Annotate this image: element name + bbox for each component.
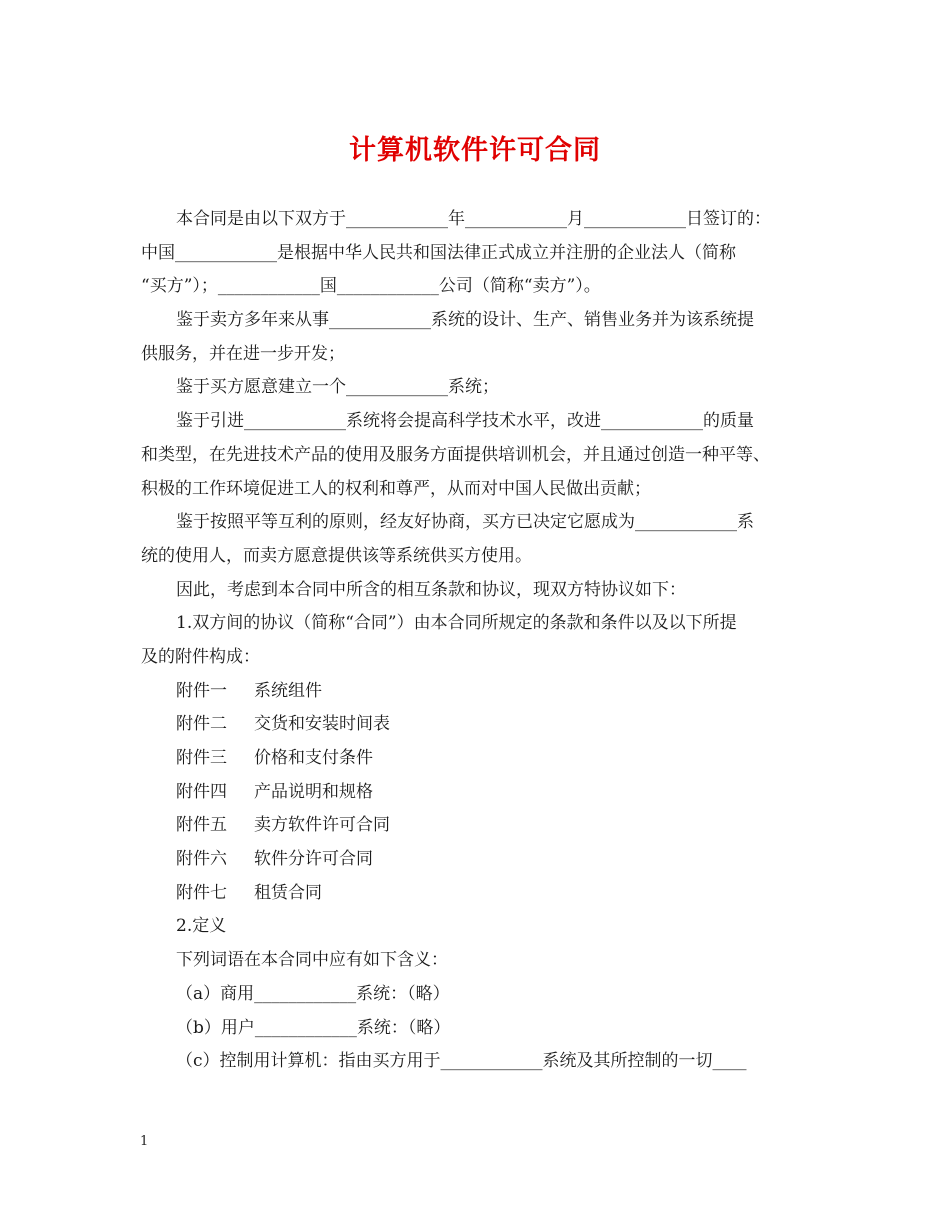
- preamble-line: 本合同是由以下双方于____________年____________月____________日签订的：: [176, 209, 771, 229]
- annex-item: [141, 843, 811, 877]
- recital-line: 因此，考虑到本合同中所含的相互条款和协议，现双方特协议如下：: [176, 579, 686, 600]
- document-title: 计算机软件许可合同: [349, 135, 601, 166]
- annex-label: 附件三: [176, 748, 227, 768]
- annex-name: 产品说明和规格: [254, 781, 373, 802]
- preamble-line: “买方”）；____________国____________公司（简称“卖方”）。: [141, 276, 601, 297]
- recital-line: 供服务，并在进一步开发；: [141, 343, 345, 364]
- contract-body: [141, 203, 811, 1079]
- annex-label: 附件六: [176, 849, 227, 870]
- annex-name: 系统组件: [254, 680, 322, 701]
- recital-line: 鉴于买方愿意建立一个____________系统；: [176, 377, 499, 398]
- annex-name: 租赁合同: [254, 882, 322, 903]
- clause-2-intro: 下列词语在本合同中应有如下含义：: [176, 950, 448, 971]
- recital-line: 鉴于按照平等互利的原则，经友好协商，买方已决定它愿成为____________系: [176, 512, 754, 533]
- recital-line: 鉴于引进____________系统将会提高科学技术水平，改进____________的质量: [176, 411, 754, 432]
- clause-1-line: 及的附件构成：: [141, 646, 260, 667]
- annex-name: 卖方软件许可合同: [254, 815, 390, 836]
- annex-label: 附件五: [176, 815, 227, 836]
- annex-name: 价格和支付条件: [254, 748, 373, 768]
- annex-item: [141, 877, 811, 911]
- annex-name: 交货和安装时间表: [254, 714, 390, 735]
- annex-item: [141, 708, 811, 742]
- recital-line: 鉴于卖方多年来从事____________系统的设计、生产、销售业务并为该系统提: [176, 310, 754, 331]
- annex-item: [141, 776, 811, 810]
- clause-2-heading: 2.定义: [176, 916, 227, 937]
- page-number: 1: [140, 1134, 149, 1149]
- recital-line: 统的使用人，而卖方愿意提供该等系统供买方使用。: [141, 545, 532, 566]
- definition-item: （a）商用____________系统：（略）: [176, 983, 450, 1004]
- definition-item: （b）用户____________系统：（略）: [176, 1017, 451, 1038]
- annex-label: 附件七: [176, 882, 227, 903]
- clause-1-line: 1.双方间的协议（简称“合同”）由本合同所规定的条款和条件以及以下所提: [176, 613, 737, 634]
- annex-item: [141, 675, 811, 709]
- annex-label: 附件二: [176, 714, 227, 735]
- annex-label: 附件四: [176, 781, 227, 802]
- annex-item: [141, 742, 811, 776]
- recital-line: 积极的工作环境促进工人的权利和尊严，从而对中国人民做出贡献；: [141, 478, 651, 499]
- annex-label: 附件一: [176, 680, 227, 701]
- annex-name: 软件分许可合同: [254, 849, 373, 870]
- annex-item: [141, 809, 811, 843]
- definition-item: （c）控制用计算机：指由买方用于____________系统及其所控制的一切____: [176, 1051, 747, 1072]
- recital-line: 和类型，在先进技术产品的使用及服务方面提供培训机会，并且通过创造一种平等、: [141, 444, 770, 465]
- preamble-line: 中国____________是根据中华人民共和国法律正式成立并注册的企业法人（简称: [141, 242, 736, 263]
